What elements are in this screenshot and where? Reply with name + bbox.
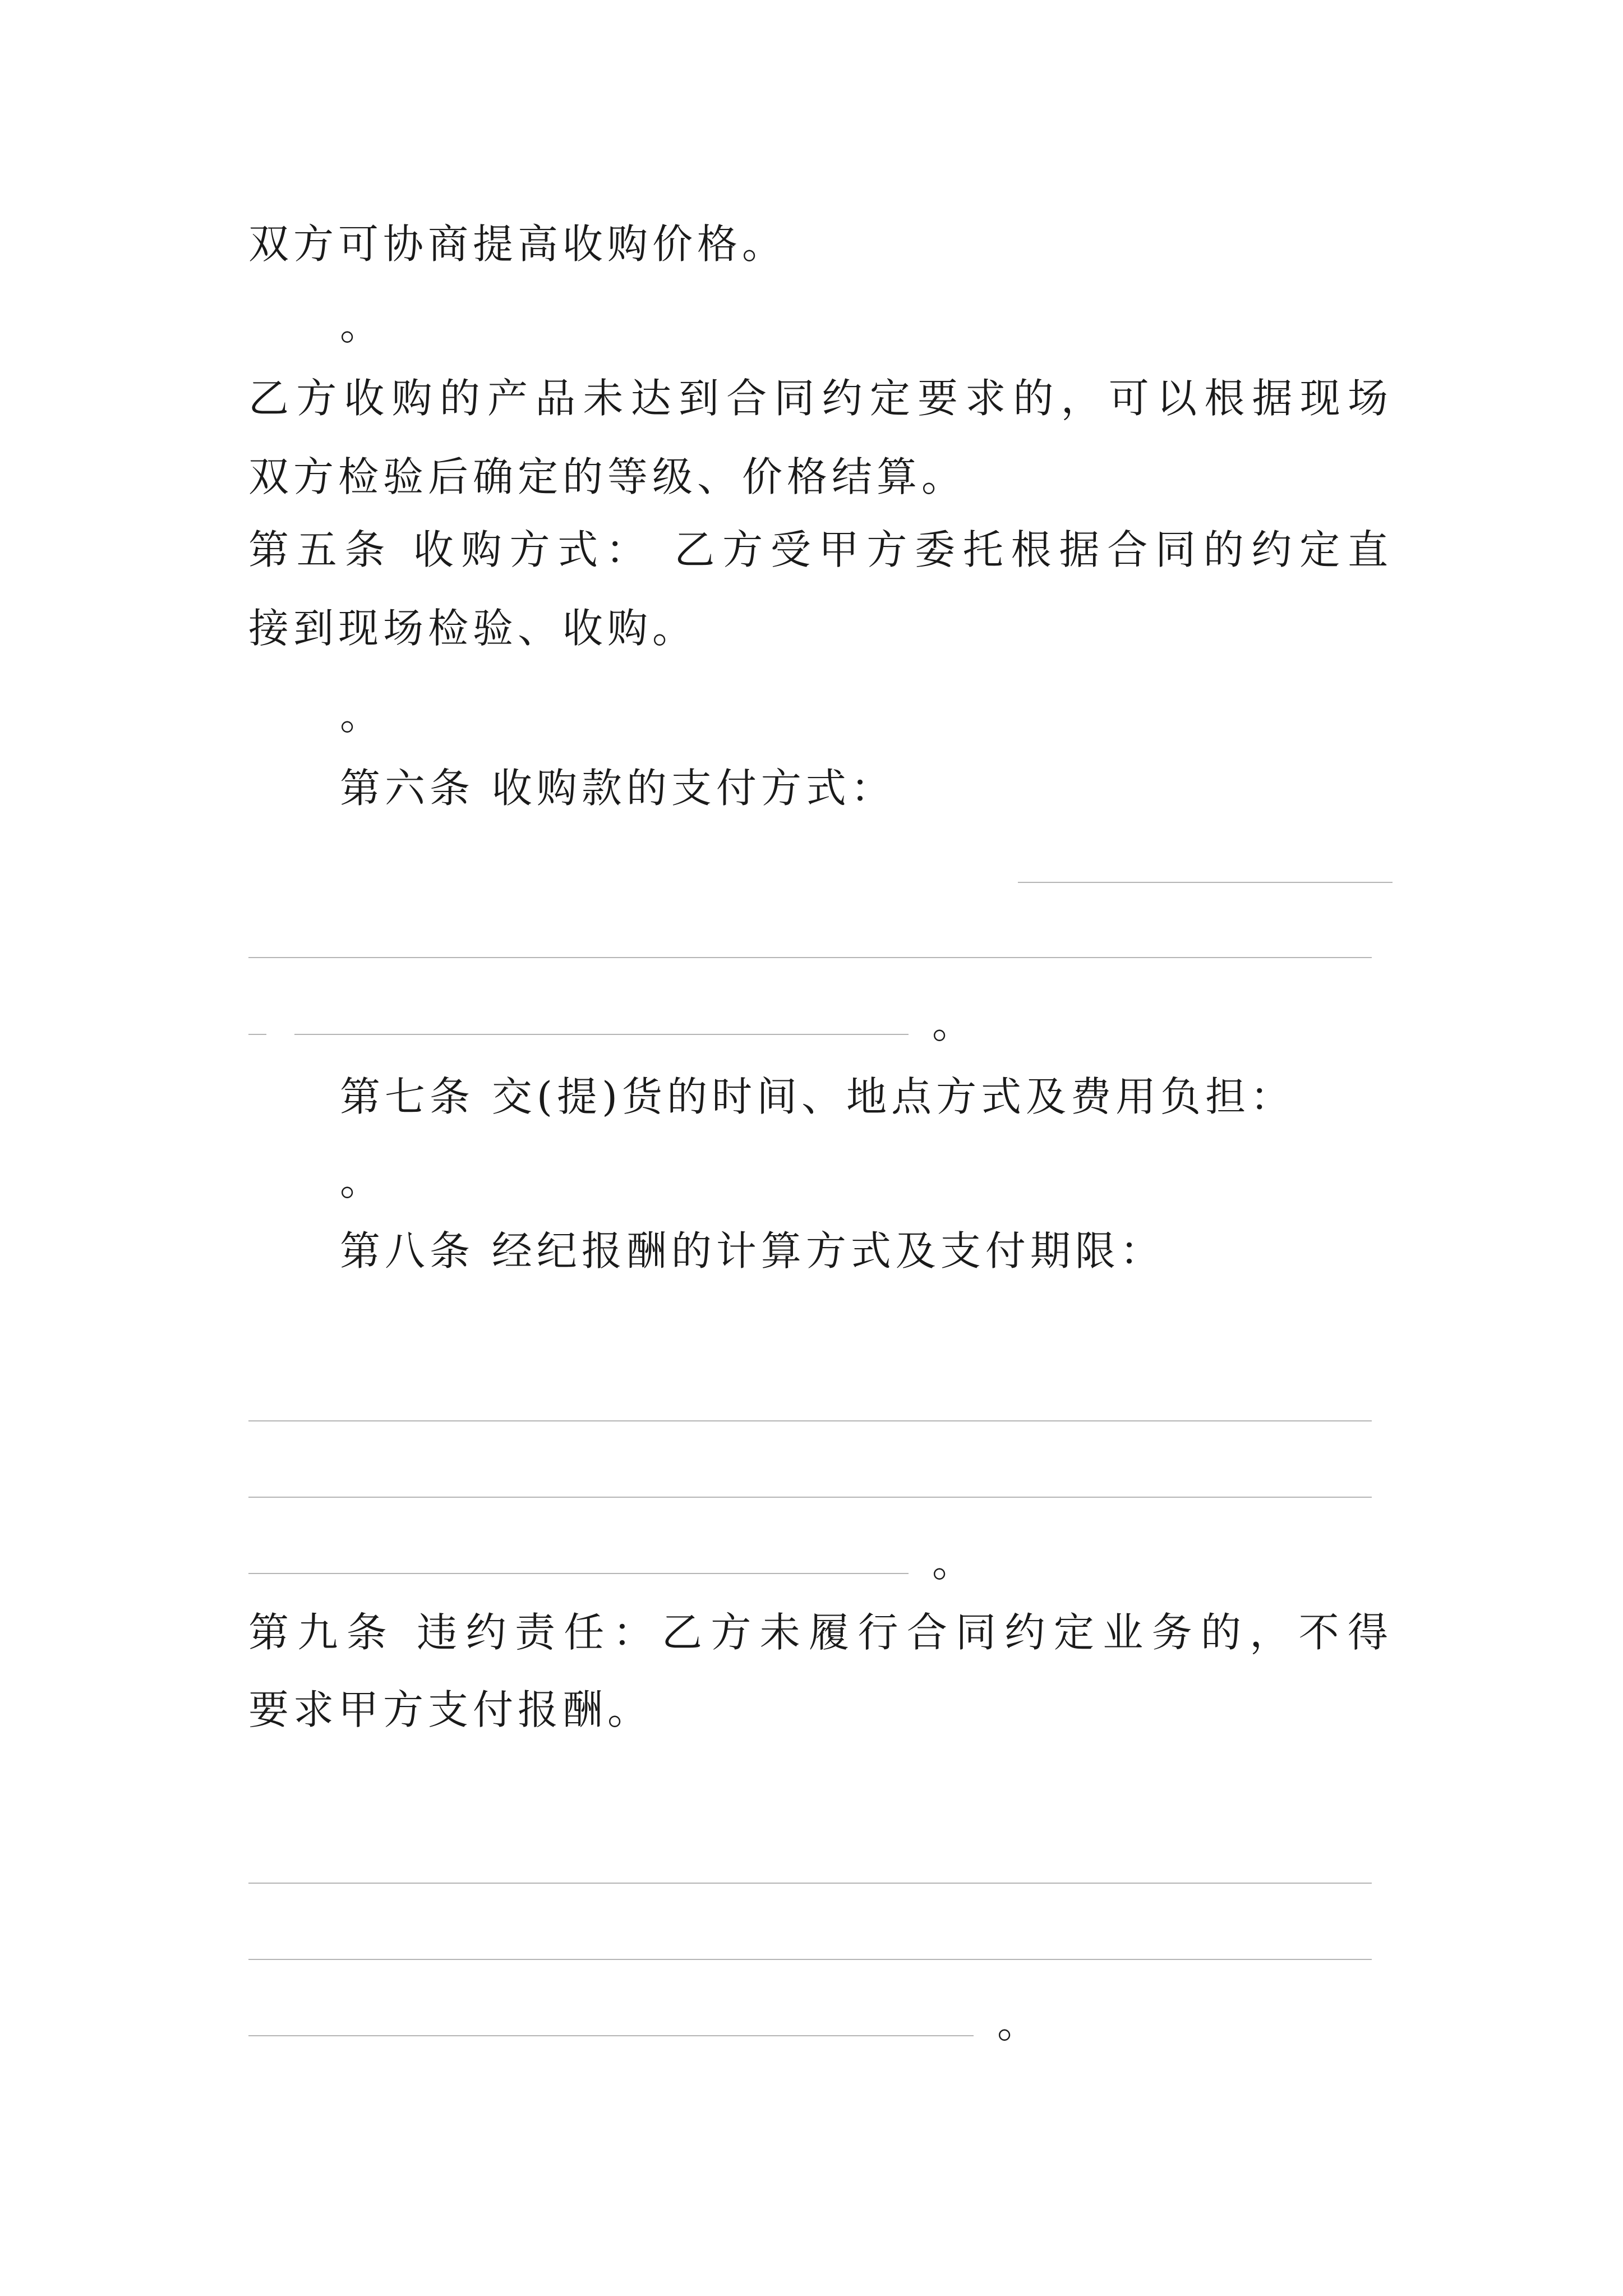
paragraph-line: 。 — [340, 1157, 385, 1204]
article-9-line: 第九条 违约责任：乙方未履行合同约定业务的，不得 — [248, 1609, 1393, 1656]
fill-in-blank-line — [248, 1420, 1372, 1421]
fill-in-blank-line — [248, 1034, 266, 1035]
fill-in-blank-line — [248, 1883, 1372, 1884]
blank-end-period: 。 — [932, 1539, 973, 1586]
paragraph-line: 乙方收购的产品未达到合同约定要求的，可以根据现场 — [248, 375, 1393, 422]
article-5-line: 接到现场检验、收购。 — [248, 605, 698, 652]
fill-in-blank-line — [248, 1573, 909, 1574]
fill-in-blank-line — [1018, 882, 1393, 883]
paragraph-line: 双方检验后确定的等级、价格结算。 — [248, 453, 967, 500]
fill-in-blank-line — [248, 2035, 974, 2036]
article-6-heading: 第六条 收购款的支付方式： — [340, 765, 896, 812]
article-7-heading: 第七条 交(提)货的时间、地点方式及费用负担： — [340, 1073, 1295, 1120]
article-5-line: 第五条 收购方式： 乙方受甲方委托根据合同的约定直 — [248, 526, 1393, 573]
fill-in-blank-line — [248, 957, 1372, 958]
blank-end-period: 。 — [997, 2000, 1038, 2047]
blank-end-period: 。 — [932, 1000, 973, 1047]
paragraph-line: 。 — [340, 692, 385, 739]
paragraph-line: 。 — [340, 302, 385, 349]
article-8-heading: 第八条 经纪报酬的计算方式及支付期限： — [340, 1227, 1165, 1274]
fill-in-blank-line — [248, 1959, 1372, 1960]
article-9-line: 要求甲方支付报酬。 — [248, 1686, 653, 1733]
fill-in-blank-line — [248, 1497, 1372, 1498]
fill-in-blank-line — [294, 1034, 909, 1035]
paragraph-line: 双方可协商提高收购价格。 — [248, 220, 787, 268]
